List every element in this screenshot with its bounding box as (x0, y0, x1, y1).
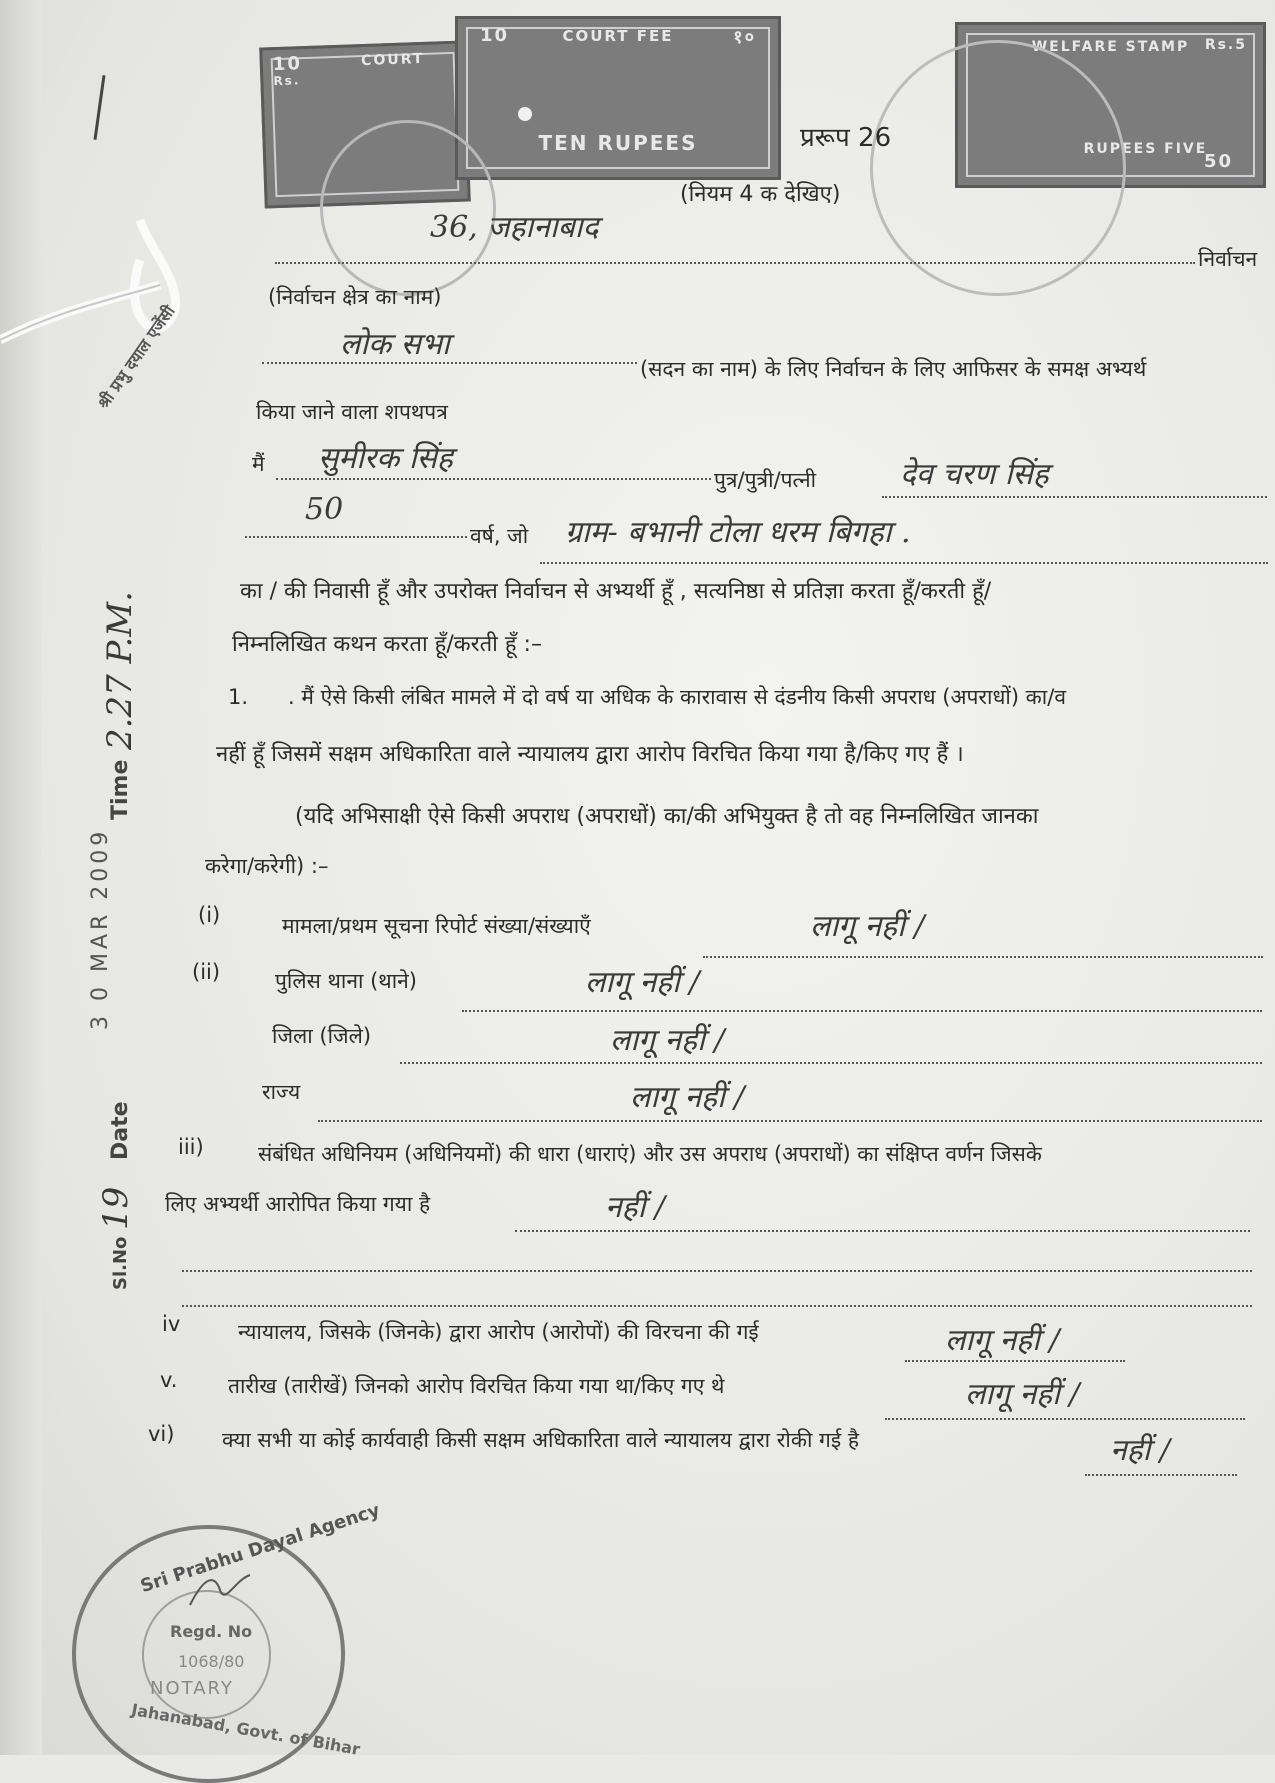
paragraph-1: का / की निवासी हूँ और उपरोक्त निर्वाचन से अभ्यर्थी हूँ , सत्यनिष्ठा से प्रतिज्ञा करता हूँ/करती हूँ/ (240, 579, 992, 604)
stamp-denom: 10 (272, 53, 303, 76)
dotted-line (182, 1270, 1252, 1272)
rule-reference: (नियम 4 क देखिए) (680, 182, 841, 207)
notary-title: NOTARY (150, 1678, 234, 1699)
constituency-trailing: निर्वाचन (1198, 247, 1258, 271)
paragraph-2: निम्नलिखित कथन करता हूँ/करती हूँ :– (232, 632, 542, 657)
notary-ring-text: Sri Prabhu Dayal Agency (137, 1499, 383, 1598)
notary-bottom-text: Jahanabad, Govt. of Bihar (130, 1700, 362, 1759)
dotted-line (182, 1305, 1252, 1307)
stamp-denom-hindi: १० (733, 27, 756, 48)
item-1-line-a: . मैं ऐसे किसी लंबित मामले में दो वर्ष या अधिक के कारावास से दंडनीय किसी अपराध (अपराधों) का/व (288, 685, 1066, 709)
age-label: वर्ष, जो (470, 524, 529, 548)
dotted-line (540, 562, 1268, 564)
item-v-label: तारीख (तारीखें) जिनको आरोप विरचित किया गया था/किए गए थे (228, 1374, 725, 1398)
item-iv-value: लागू नहीं / (945, 1323, 1060, 1358)
item-vi-value: नहीं / (1110, 1433, 1170, 1468)
dotted-line (885, 1418, 1245, 1420)
constituency-label: (निर्वाचन क्षेत्र का नाम) (268, 285, 442, 309)
pen-mark (93, 75, 105, 140)
court-fee-stamp-mid (455, 16, 781, 180)
item-v-value: लागू नहीं / (965, 1377, 1080, 1412)
district-label: जिला (जिले) (272, 1024, 372, 1048)
item-iv-label: न्यायालय, जिसके (जिनके) द्वारा आरोप (आरोपों) की विरचना की गई (238, 1320, 759, 1344)
form-number: प्ररूप 26 (800, 123, 892, 153)
cancellation-seal (870, 40, 1126, 296)
welfare-value: Rs.5 (1204, 37, 1247, 53)
stamp-denom: 10 (480, 25, 510, 46)
item-v-number: v. (160, 1368, 178, 1392)
serial-value: 19 (96, 1186, 136, 1230)
dotted-line (515, 1230, 1250, 1232)
constituency-value: 36, जहानाबाद (430, 210, 599, 245)
deponent-prefix: मैं (252, 452, 265, 476)
note-line-a: (यदि अभिसाक्षी ऐसे किसी अपराध (अपराधों) का/की अभियुक्त है तो वह निम्नलिखित जानका (295, 804, 1039, 829)
address-value: ग्राम- बभानी टोला धरम बिगहा . (565, 515, 911, 550)
stamp-currency: Rs. (273, 73, 301, 89)
punch-hole-icon (518, 107, 532, 121)
item-i-label: मामला/प्रथम सूचना रिपोर्ट संख्या/संख्याएँ (282, 914, 591, 938)
stamp-label: COURT (360, 50, 425, 70)
dotted-line (1085, 1474, 1237, 1476)
agency-stamp: श्री प्रभु दयाल एजेंसी (93, 302, 179, 413)
dotted-line (275, 262, 1195, 264)
age-value: 50 (305, 492, 344, 527)
item-iii-line-b: लिए अभ्यर्थी आरोपित किया गया है (165, 1192, 431, 1216)
state-value: लागू नहीं / (630, 1080, 745, 1115)
dotted-line (276, 478, 711, 480)
deponent-name: सुमीरक सिंह (318, 441, 453, 476)
date-label: Date (108, 1101, 133, 1160)
stamp-value-text: TEN RUPEES (538, 131, 698, 155)
serial-label: Sl.No (110, 1236, 131, 1290)
item-i-value: लागू नहीं / (810, 909, 925, 944)
item-1-number: 1. (228, 685, 249, 709)
item-ii-label: पुलिस थाना (थाने) (275, 969, 418, 993)
dotted-line (462, 1010, 1262, 1012)
father-name: देव चरण सिंह (900, 457, 1049, 492)
welfare-label: WELFARE STAMP (1031, 39, 1190, 55)
date-stamp: 3 0 MAR 2009 (88, 827, 113, 1030)
dotted-line (318, 1120, 1262, 1122)
dotted-line (400, 1062, 1262, 1064)
dotted-line (262, 362, 637, 364)
item-i-number: (i) (198, 903, 221, 927)
item-iii-value: नहीं / (605, 1190, 665, 1225)
item-iii-label: संबंधित अधिनियम (अधिनियमों) की धारा (धाराएं) और उस अपराध (अपराधों) का संक्षिप्त वर्णन जिसके (258, 1142, 1042, 1166)
item-ii-number: (ii) (192, 960, 221, 984)
string-tie-icon (0, 150, 200, 360)
affidavit-line: किया जाने वाला शपथपत्र (256, 400, 448, 424)
time-value: 2.27 P.M. (100, 591, 140, 750)
state-label: राज्य (262, 1080, 301, 1104)
item-vi-number: vi) (148, 1422, 175, 1446)
notary-regd-no: 1068/80 (178, 1652, 245, 1671)
item-ii-value: लागू नहीं / (585, 965, 700, 1000)
welfare-code: 50 (1203, 151, 1233, 172)
item-1-line-b: नहीं हूँ जिसमें सक्षम अधिकारिता वाले न्यायालय द्वारा आरोप विरचित किया गया है/किए गए हैं । (216, 742, 964, 767)
house-text: (सदन का नाम) के लिए निर्वाचन के लिए आफिसर के समक्ष अभ्यर्थ (640, 357, 1147, 381)
welfare-value-text: RUPEES FIVE (1083, 141, 1208, 157)
time-label: Time (108, 759, 133, 820)
item-iii-number: iii) (178, 1135, 204, 1159)
dotted-line (245, 536, 467, 538)
notary-regd: Regd. No (170, 1622, 253, 1641)
dotted-line (703, 956, 1263, 958)
signature-icon (185, 1570, 255, 1610)
stamp-label: COURT FEE (562, 27, 674, 45)
relation-label: पुत्र/पुत्री/पत्नी (714, 468, 817, 492)
note-line-b: करेगा/करेगी) :– (205, 854, 329, 878)
district-value: लागू नहीं / (610, 1023, 725, 1058)
dotted-line (882, 496, 1267, 498)
item-vi-label: क्या सभी या कोई कार्यवाही किसी सक्षम अधिकारिता वाले न्यायालय द्वारा रोकी गई है (222, 1428, 860, 1452)
house-value: लोक सभा (340, 327, 450, 362)
item-iv-number: iv (162, 1312, 181, 1336)
dotted-line (905, 1360, 1125, 1362)
